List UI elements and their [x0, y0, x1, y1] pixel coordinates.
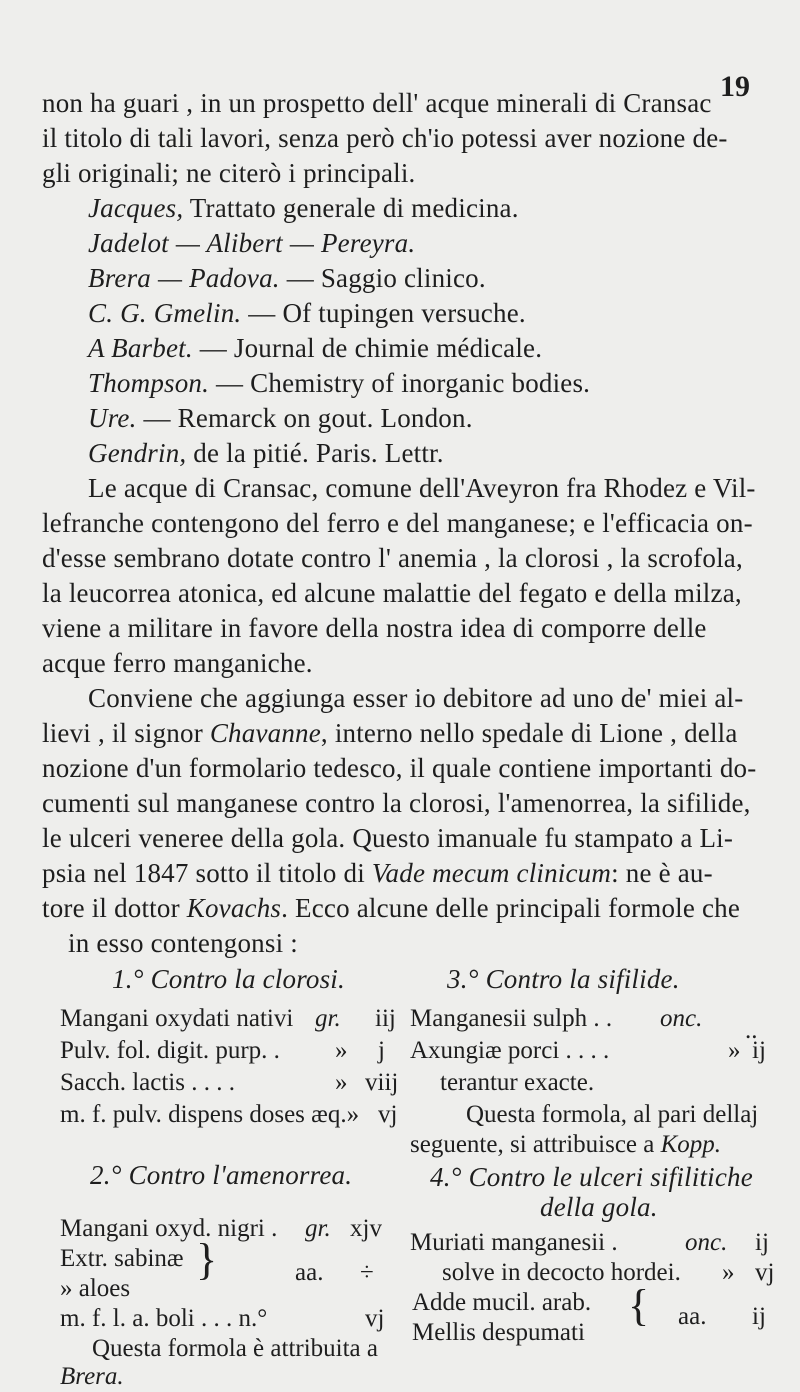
formula-unit: » — [722, 1259, 735, 1286]
formula-row: Axungiæ porci . . . . — [410, 1037, 610, 1064]
paragraph-2-line: tore il dottor Kovachs. Ecco alcune delle principali formole che — [42, 893, 741, 923]
formula-1-heading: 1.° Contro la clorosi. — [112, 964, 345, 994]
formula-qty: xjv — [350, 1215, 382, 1242]
formula-qty: viij — [365, 1069, 399, 1096]
formula-row: Mellis despumati — [412, 1319, 585, 1346]
intro-line-2: il titolo di tali lavori, senza però ch'io potessi aver nozione de- — [42, 123, 728, 153]
formula-row: Sacch. lactis . . . . — [60, 1069, 235, 1096]
paragraph-2-line: cumenti sul manganese contro la clorosi, l'amenorrea, la sifilide, — [42, 788, 751, 818]
formula-note-author: Brera. — [60, 1363, 124, 1390]
formula-qty: vj — [365, 1305, 385, 1332]
brace-icon: } — [196, 1235, 218, 1284]
reference-item: Thompson. — Chemistry of inorganic bodies. — [88, 368, 591, 398]
formula-qty: vj — [755, 1259, 775, 1286]
formula-unit: gr. — [305, 1215, 331, 1242]
intro-line-1: non ha guari , in un prospetto dell' acque minerali di Cransac — [42, 88, 712, 118]
paragraph-1-line: Le acque di Cransac, comune dell'Aveyron fra Rhodez e Vil- — [88, 473, 756, 503]
formula-row: » aloes — [60, 1275, 131, 1302]
paragraph-2-line: le ulceri veneree della gola. Questo imanuale fu stampato a Li- — [42, 823, 734, 853]
formula-unit: » — [335, 1037, 348, 1064]
page-number: 19 — [720, 70, 750, 103]
formula-unit: aa. — [295, 1259, 324, 1286]
formula-note: seguente, si attribuisce a Kopp. — [410, 1131, 722, 1158]
formula-qty: ij — [752, 1037, 766, 1064]
formula-qty: iij — [375, 1005, 396, 1032]
formula-qty: ÷ — [360, 1259, 374, 1286]
formula-unit: gr. — [315, 1005, 341, 1032]
paragraph-1-line: acque ferro manganiche. — [42, 648, 313, 678]
paragraph-2-line: Conviene che aggiunga esser io debitore ad uno de' miei al- — [88, 683, 744, 713]
formula-row: m. f. pulv. dispens doses æq.» — [60, 1101, 360, 1128]
reference-item: Brera — Padova. — Saggio clinico. — [88, 263, 486, 293]
formula-qty: j — [378, 1037, 385, 1064]
paragraph-2-line: nozione d'un formolario tedesco, il quale contiene importanti do- — [42, 753, 757, 783]
formula-row: Mangani oxydati nativi — [60, 1005, 294, 1032]
formula-unit: onc. — [685, 1229, 728, 1256]
intro-line-3: gli originali; ne citerò i principali. — [42, 158, 416, 188]
formula-4-heading: 4.° Contro le ulceri sifilitiche — [430, 1162, 753, 1192]
formula-row: solve in decocto hordei. — [442, 1259, 681, 1286]
formula-row: Mangani oxyd. nigri . — [60, 1215, 278, 1242]
reference-item: Jacques, Trattato generale di medicina. — [88, 193, 519, 223]
reference-item: Jadelot — Alibert — Pereyra. — [88, 228, 416, 258]
formula-qty: ij — [755, 1229, 769, 1256]
formula-3-heading: 3.° Contro la sifilide. — [447, 964, 680, 994]
reference-item: C. G. Gmelin. — Of tupingen versuche. — [88, 298, 526, 328]
formula-unit: » — [728, 1037, 741, 1064]
reference-item: A Barbet. — Journal de chimie médicale. — [88, 333, 543, 363]
formula-note: Questa formola, al pari dellaj — [466, 1101, 759, 1128]
paragraph-2-line: psia nel 1847 sotto il titolo di Vade mecum clinicum: ne è au- — [42, 858, 713, 888]
formula-unit: » — [335, 1069, 348, 1096]
reference-item: Ure. — Remarck on gout. London. — [88, 403, 473, 433]
formula-unit: aa. — [678, 1303, 707, 1330]
formula-2-heading: 2.° Contro l'amenorrea. — [90, 1160, 353, 1190]
formula-qty: .. — [745, 1017, 758, 1044]
reference-item: Gendrin, de la pitié. Paris. Lettr. — [88, 438, 444, 468]
formula-qty: vj — [378, 1101, 398, 1128]
formula-qty: ij — [752, 1303, 766, 1330]
paragraph-1-line: la leucorrea atonica, ed alcune malattie del fegato e della milza, — [42, 578, 742, 608]
formula-row: m. f. l. a. boli . . . n.° — [60, 1305, 268, 1332]
paragraph-1-line: viene a militare in favore della nostra idea di comporre delle — [42, 613, 707, 643]
formula-note: Questa formola è attribuita a — [92, 1335, 378, 1362]
formula-unit: onc. — [660, 1005, 703, 1032]
formula-row: Manganesii sulph . . — [410, 1005, 613, 1032]
formula-row: Muriati manganesii . — [410, 1229, 618, 1256]
formula-row: Pulv. fol. digit. purp. . — [60, 1037, 280, 1064]
paragraph-2-line: lievi , il signor Chavanne, interno nello spedale di Lione , della — [42, 718, 738, 748]
formula-row: terantur exacte. — [440, 1069, 595, 1096]
brace-icon: { — [628, 1281, 650, 1330]
paragraph-1-line: d'esse sembrano dotate contro l' anemia , la clorosi , la scrofola, — [42, 543, 743, 573]
formula-4-heading-cont: della gola. — [540, 1192, 658, 1222]
formula-row: Adde mucil. arab. — [412, 1289, 592, 1316]
paragraph-2-line: in esso contengonsi : — [68, 928, 298, 958]
formula-row: Extr. sabinæ — [60, 1245, 184, 1272]
paragraph-1-line: lefranche contengono del ferro e del manganese; e l'efficacia on- — [42, 508, 753, 538]
